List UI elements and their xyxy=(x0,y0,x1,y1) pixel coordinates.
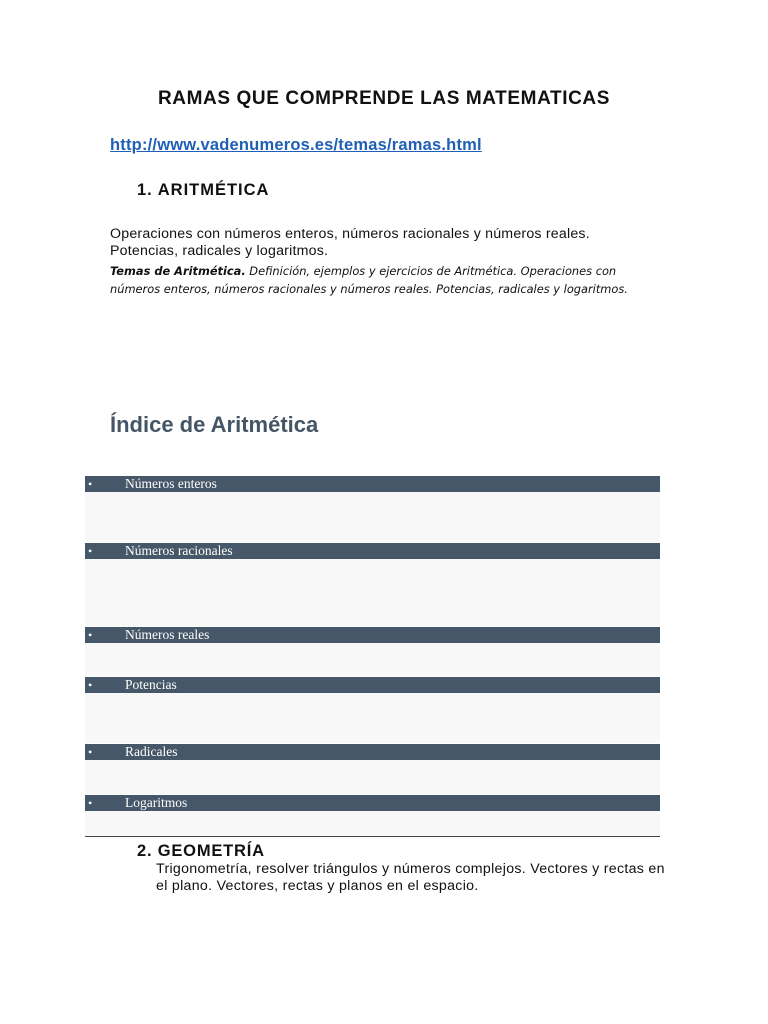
indice-item-spacer xyxy=(85,693,660,743)
indice-item-spacer xyxy=(85,643,660,676)
bullet-icon: • xyxy=(88,796,93,810)
bullet-icon: • xyxy=(88,544,93,558)
section-heading-geometria: 2. GEOMETRÍA xyxy=(137,842,265,860)
section-divider xyxy=(85,836,660,837)
indice-item-label: Números racionales xyxy=(125,543,233,558)
geometria-description: Trigonometría, resolver triángulos y números complejos. Vectores y rectas en el plano. Vectores, rectas y planos en el espacio. xyxy=(156,861,665,894)
page-title: RAMAS QUE COMPRENDE LAS MATEMATICAS xyxy=(157,88,611,109)
indice-item-logaritmos[interactable] xyxy=(85,795,660,811)
indice-item-enteros[interactable] xyxy=(85,476,660,492)
indice-item-reales[interactable] xyxy=(85,627,660,643)
bullet-icon: • xyxy=(88,477,93,491)
bullet-icon: • xyxy=(88,745,93,759)
indice-item-label: Números enteros xyxy=(125,476,217,491)
indice-item-spacer xyxy=(85,760,660,794)
topics-lead: Temas de Aritmética. xyxy=(110,264,246,278)
indice-item-label: Radicales xyxy=(125,744,178,759)
bullet-icon: • xyxy=(88,678,93,692)
indice-title: Índice de Aritmética xyxy=(110,412,319,437)
aritmetica-description: Operaciones con números enteros, números racionales y números reales. Potencias, radicales y logaritmos. xyxy=(110,226,590,259)
source-link[interactable]: http://www.vadenumeros.es/temas/ramas.html xyxy=(110,136,482,154)
indice-item-label: Números reales xyxy=(125,627,210,642)
indice-item-radicales[interactable] xyxy=(85,744,660,760)
section-heading-aritmetica: 1. ARITMÉTICA xyxy=(137,181,270,199)
indice-item-spacer xyxy=(85,559,660,626)
aritmetica-topics-note xyxy=(110,262,650,298)
indice-item-spacer xyxy=(85,492,660,542)
indice-item-label: Potencias xyxy=(125,677,177,692)
indice-item-potencias[interactable] xyxy=(85,677,660,693)
indice-item-racionales[interactable] xyxy=(85,543,660,559)
topics-text: Definición, ejemplos y ejercicios de Aritmética. Operaciones con números enteros, números racionales y números reales. Potencias, radicales y logaritmos. xyxy=(110,264,628,296)
indice-item-label: Logaritmos xyxy=(125,795,188,810)
bullet-icon: • xyxy=(88,628,93,642)
indice-item-spacer xyxy=(85,811,660,836)
